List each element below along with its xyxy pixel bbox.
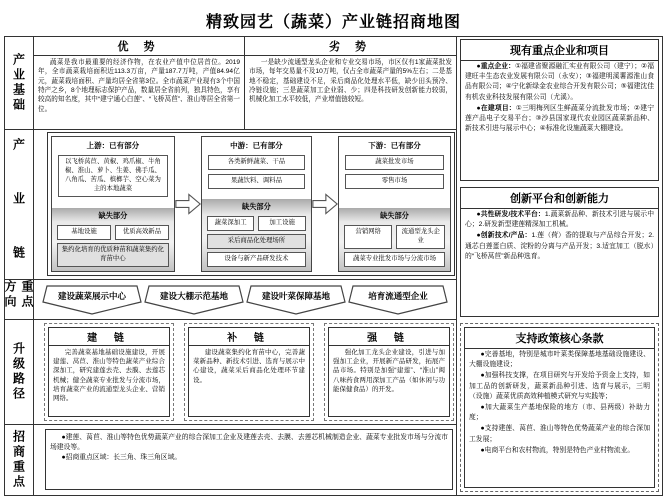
midstream-missing-item: 设备与新产品研发技术 [207,252,306,267]
upstream-box [51,136,175,272]
page-title: 精致园艺（蔬菜）产业链招商地图 [205,14,461,31]
row-key-directions [5,280,456,320]
direction-banner [42,285,142,315]
upstream-missing-item: 集约化培育的优质种苗和蔬菜集约化育苗中心 [57,243,169,267]
direction-banner [144,285,244,315]
innovation-item [461,230,658,262]
policy-item: ●完善基地，特别是城市叶菜类保障基地基础设施建设、大棚设施建设； [469,351,650,369]
sidebar-label-foundation: 产业基础 [5,37,34,129]
row-industry-foundation [5,37,456,130]
strengthen-chain-title: 强 链 [329,328,449,346]
policy-item: ●加强科技支撑，在项目研究与开发给予资金上支持，如加工品的创新研发，蔬菜新品种引进、选育与展示，三明（设施）蔬菜优质高效种植模式研究与实践等； [469,372,650,400]
innovation-item [461,209,658,230]
row-industry-chain [5,130,456,280]
item-text: ①福建省聚源融汇实业有限公司（建宁）；②福建旺丰生态农业发展有限公司（永安）；③福建明溪薯源淮山食品有限公司；④宁化新绿金农业综合开发有限公司；⑤福建沈佳有机农业科技发展有限公司（尤溪）。 [465,63,654,101]
build-chain-text: 完善蔬菜基地基础设施建设，开展建莲、莴苣、淮山等特色蔬菜产业综合深加工，研究建莲去壳、去膜、去莲芯机械；健全蔬菜专业批发与分流市场，培育蔬菜产业的流通型龙头企业、营销网络。 [53,349,165,403]
flow-arrow-icon [175,136,201,272]
advantage-panel [34,37,245,129]
item-text: 1.莲（荷）香的提取与产品综合开发；2.通芯白莲蛋白质、淀粉的分离与产品开发；3.适宜加工（脱水）的“飞桥莴苣”新品种选育。 [465,232,654,260]
downstream-existing-item: 蔬菜批发市场 [345,155,444,170]
disadvantage-title: 劣 势 [245,37,456,56]
investment-item: ●招商重点区域：长三角、珠三角区域。 [61,454,182,462]
main-frame [4,36,663,496]
disadvantage-panel [245,37,456,129]
upstream-missing-item: 优质高效新品 [115,225,169,240]
policy-title: 支持政策核心条款 [465,328,654,349]
midstream-title: 中游：已有部分 [230,141,283,150]
investment-item: ●建莲、莴苣、淮山等特色优势蔬菜产业的综合深加工企业及建莲去壳、去膜、去莲芯机械制造企业、蔬菜专业批发市场与分流市场建设等。 [50,434,448,452]
midstream-existing-item: 各类新鲜蔬菜、干品 [208,155,305,170]
downstream-missing-item: 营销网络 [344,225,393,249]
advantage-title: 优 势 [34,37,244,56]
downstream-existing-item: 零售市场 [345,174,444,189]
item-text: ①三明梅列区生鲜蔬菜分流批发市场；②建宁莲产品电子交易平台；③沙县国家现代农业园区蔬菜新品种、新技术引进与展示中心；④标准化设施蔬菜大棚建设。 [465,104,654,133]
item-label: ●共性研发/技术平台： [476,211,545,218]
supplement-chain-box [184,323,314,421]
upstream-missing-item: 基地设施 [57,225,111,240]
row-upgrade-paths [5,320,456,425]
midstream-missing-item: 蔬菜深加工 [207,216,255,231]
investment-box [45,429,453,490]
left-block [5,37,457,495]
sidebar-label-directions: 重点方向 [5,280,34,319]
disadvantage-text: 一是缺少流通型龙头企业和专业交易市场，市区仅有1家蔬菜批发市场，每年交易量不及10万吨，仅占全市蔬菜产量的5%左右；二是基地不稳定，基础建设不足，采后商品化处理水平低，缺少田头预冷、冷链设施；三是蔬菜加工企业弱、少；四是科技研发创新能力较弱，机械化加工水平较低，产业增值链较短。 [249,59,452,104]
right-column [457,37,662,495]
direction-label: 建设大棚示范基地 [159,290,228,301]
direction-label: 建设叶菜保障基地 [261,290,330,301]
strengthen-chain-text: 强化加工龙头企业建设，引进与加强加工企业，开展新产品研发，拓展产品市场。特别是加强“建莲”、“淮山”闽八味药食两用深加工产品（如休闲与功能保健食品）的开发。 [333,349,445,393]
item-text: 1.蔬菜新品种、新技术引进与展示中心；2.研发新型建莲精深加工机械。 [465,211,654,229]
supplement-chain-text: 建设蔬菜集约化育苗中心，完善蔬菜新品种、新技术引进、选育与展示中心建设，蔬菜采后商品化处理环节建设。 [193,349,305,384]
row-investment-focus [5,425,456,495]
build-chain-box [44,323,174,421]
key-enterprises-title: 现有重点企业和项目 [461,40,658,61]
sidebar-label-chain: 产 业 链 [5,130,34,279]
innovation-title: 创新平台和创新能力 [461,188,658,209]
policy-item: ●加大蔬菜生产基地保险的地方（市、县两级）补助力度； [469,403,650,422]
build-chain-title: 建 链 [49,328,169,346]
key-enterprises-item [461,61,658,103]
downstream-box [338,136,451,272]
policy-box-outer [460,323,659,492]
chain-container [47,132,455,276]
policy-box [464,327,655,488]
key-enterprises-box [460,39,659,181]
downstream-missing-section [339,208,450,271]
strengthen-chain-box [324,323,454,421]
midstream-missing-item: 加工设施 [258,216,306,231]
policy-item: ●电商平台和农村物流，特别是特色产业村物流业。 [480,446,635,454]
item-label: ●重点企业： [476,63,515,70]
upstream-existing-item: 以飞桥莴苣、黄椒、鸡爪椒、牛角椒、淮山、萝卜、生姜、佛手瓜、八角瓜、苦瓜、槟榔芋、空心菜为主的本地蔬菜 [58,155,168,197]
upstream-missing-section [52,208,174,271]
direction-banner [348,285,448,315]
item-label: ●创新技术/产品： [476,232,532,240]
midstream-missing-item: 采后商品化处理场所 [207,234,306,249]
upstream-title: 上游：已有部分 [86,141,140,150]
policy-item: ●支持建莲、莴苣、淮山等特色优势蔬菜产业的综合深加工发展； [469,425,650,443]
innovation-box [460,187,659,317]
direction-banner [246,285,346,315]
flow-arrow-icon [312,136,338,272]
midstream-missing-title: 缺失部分 [242,202,271,212]
downstream-missing-title: 缺失部分 [380,211,409,221]
midstream-existing-item: 果蔬饮料、调料品 [208,174,305,189]
downstream-missing-item: 蔬菜专业批发市场与分流市场 [344,252,445,267]
sidebar-label-investment: 招商重点 [5,425,34,495]
midstream-box [201,136,312,272]
item-label: ●在建项目： [476,104,516,112]
downstream-missing-item: 流通型龙头企业 [396,225,445,249]
upstream-missing-title: 缺失部分 [98,211,128,221]
direction-label: 培育流通型企业 [368,290,428,301]
direction-label: 建设蔬菜展示中心 [57,290,126,301]
advantage-text: 蔬菜是我市最重要的经济作物，在农业产值中位居首位。2019年，全市蔬菜栽培面积近113.3万亩，产量187.7万吨，产值84.94亿元，蔬菜栽培面积、产量均居全省第3位。全市蔬菜产业现有3个中国特产之乡，8个地理标志保护产品，数量居全省前列，独具特色，享有较高的知名度，其中“建宁通心白莲”、“飞桥莴苣”、淮山等居全省第一位。 [38,59,240,113]
midstream-missing-section [202,199,311,271]
sidebar-label-upgrade: 升级路径 [5,320,34,424]
downstream-title: 下游：已有部分 [368,141,421,150]
supplement-chain-title: 补 链 [189,328,309,346]
key-enterprises-item [461,103,658,135]
